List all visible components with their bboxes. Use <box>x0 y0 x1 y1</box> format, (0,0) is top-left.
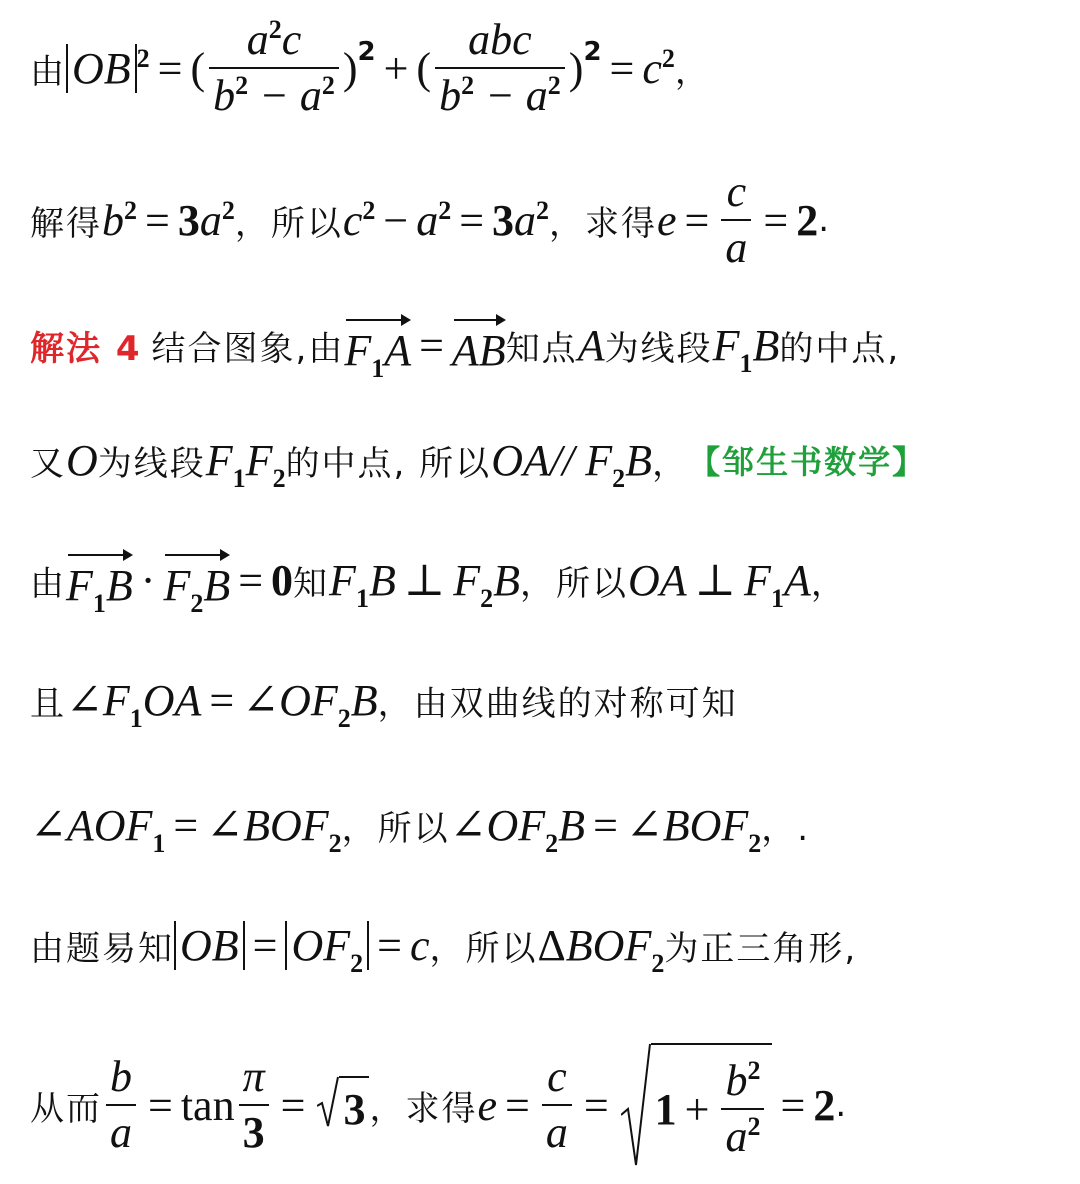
fraction-a2c: $\frac{a^2c}{b^2 - a^2}$ <box>209 17 339 119</box>
vector-ab: AB <box>452 315 506 376</box>
math-abs-ob: OB $^2$ <box>66 43 150 94</box>
text-jiede: 解得 <box>30 203 102 244</box>
angle-line-2: $\angle AOF_1$ = $\angle BOF_2$ ，所以 $\angle OF_2B$ = $\angle BOF_2$ ，. <box>30 800 811 858</box>
fraction-pi-over-3: $\frac{\pi}{3}$ <box>239 1054 269 1156</box>
vector-f1b: $F_1B$ <box>66 550 133 611</box>
text-you: 由 <box>30 51 66 92</box>
fraction-b2-over-a2: $\frac{b^2}{a^2}$ <box>721 1058 764 1160</box>
text-qiude: ，求得 <box>549 203 658 244</box>
dot-product-line: 由 $F_1B$ · $F_2B$ = 0 知 $F_1B$ ⊥ $F_2B$ ，所以 OA ⊥ $F_1A$ ， <box>30 545 1070 615</box>
solution-4-line: 解法 4 结合图象, 由 $F_1A$ = AB 知点 A 为线段 $F_1B$ 的中点, <box>30 310 1070 380</box>
solution-label: 解法 4 <box>30 328 142 369</box>
vector-f1a: $F_1A$ <box>344 315 411 376</box>
text-period: . <box>818 200 832 240</box>
fraction-c-over-a: $\frac{c}{a}$ <box>721 169 751 271</box>
equation-line-1: 由 OB $^2$ = ( $\frac{a^2c}{b^2 - a^2}$ ) $^2$ + ( $\frac{\text{abc}}{b^2 - a^2}$ ) $^2$ = $c^2$ ， <box>30 14 711 120</box>
fraction-c-over-a-2: $\frac{c}{a}$ <box>542 1054 572 1156</box>
fraction-abc: $\frac{\text{abc}}{b^2 - a^2}$ <box>435 17 565 119</box>
text-suoyi: ，所以 <box>234 203 343 244</box>
midpoint-line: 又 O 为线段 $F_1F_2$ 的中点, 所以 OA// $F_2B$ ， 【邹生书数学】 <box>30 435 927 493</box>
watermark-text: 【邹生书数学】 <box>688 443 927 481</box>
vector-f2b: $F_2B$ <box>163 550 230 611</box>
angle-line-1: 且 $\angle F_1OA$ = $\angle OF_2B$ ，由双曲线的对称可知 <box>30 675 738 733</box>
text-comma: ， <box>674 51 711 92</box>
triangle-line: 由题易知 OB = $OF_2$ = c ，所以 Δ $BOF_2$ 为正三角形, <box>30 920 858 978</box>
final-equation-line: 从而 $\frac{b}{a}$ = tan $\frac{\pi}{3}$ = 3 ，求得 e = $\frac{c}{a}$ = 1 + $\frac{b^2}{a^2}$ = 2 . <box>30 1040 1070 1170</box>
equation-line-2: 解得 $b^2$ = $3a^2$ ，所以 $c^2$ − $a^2$ = $3a^2$ ，求得 e = $\frac{c}{a}$ = 2 . <box>30 166 832 272</box>
sqrt-expression: 1 + $\frac{b^2}{a^2}$ <box>621 1043 773 1167</box>
fraction-b-over-a: $\frac{b}{a}$ <box>106 1054 136 1156</box>
sqrt-3: 3 <box>317 1076 369 1135</box>
